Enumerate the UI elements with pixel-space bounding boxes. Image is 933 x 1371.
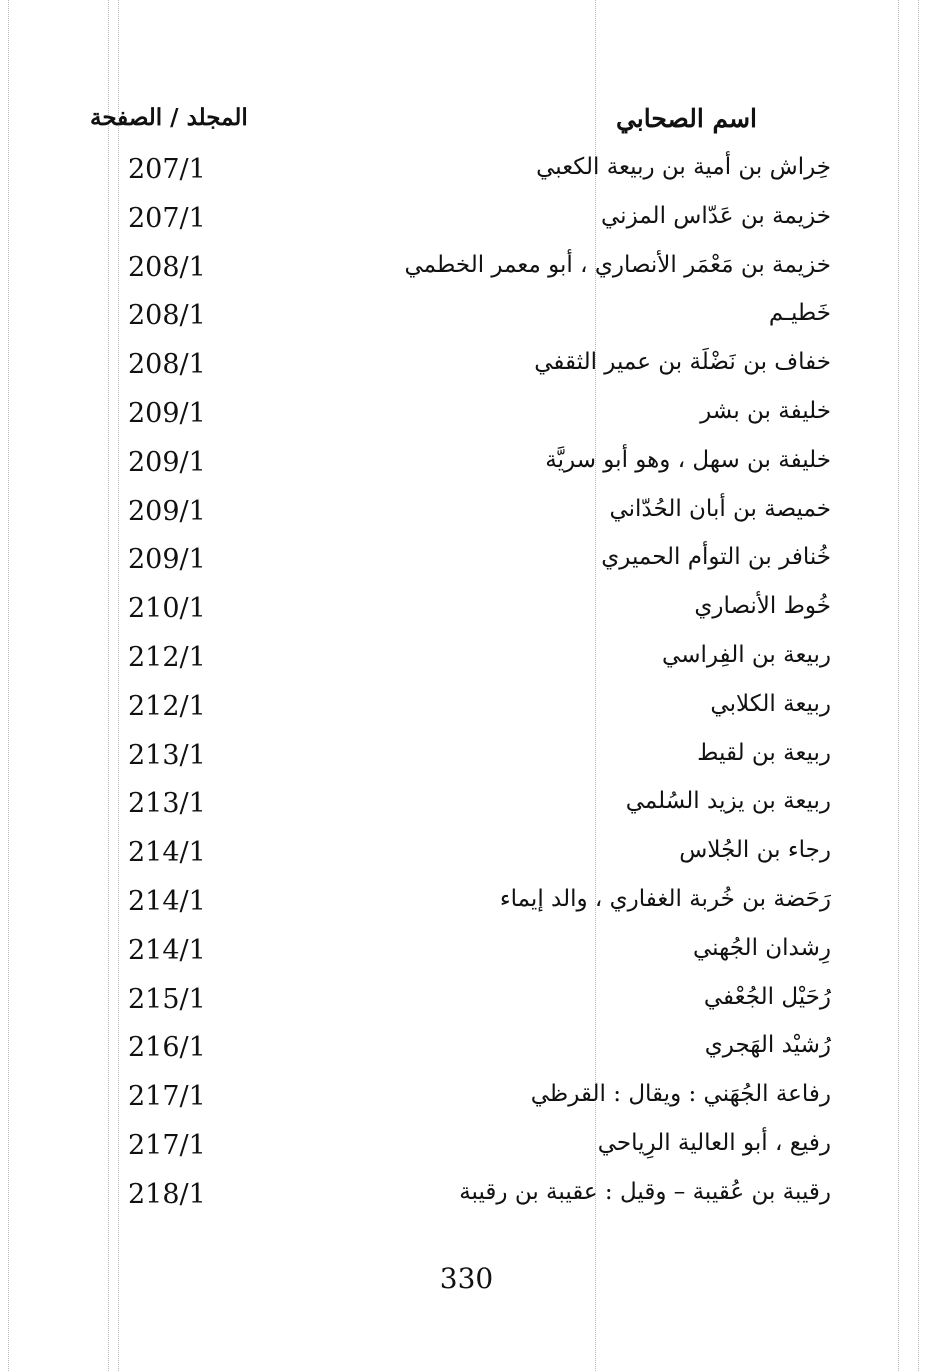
table-header: [0, 104, 933, 144]
list-item: [0, 1077, 933, 1126]
volume-page-reference: 209/1: [128, 446, 206, 478]
companion-name: رجاء بن الجُلاس: [679, 837, 831, 864]
volume-page-reference: 213/1: [128, 788, 206, 820]
companion-name: رُشيْد الهَجري: [704, 1032, 831, 1059]
list-item: [0, 980, 933, 1029]
companion-name: خزيمة بن عَدّاس المزني: [601, 202, 831, 229]
list-item: [0, 1126, 933, 1175]
volume-page-reference: 209/1: [128, 544, 206, 576]
companion-name: رُحَيْل الجُعْفي: [703, 983, 831, 1010]
volume-page-reference: 209/1: [128, 397, 206, 429]
volume-page-reference: 214/1: [128, 934, 206, 966]
list-item: [0, 394, 933, 443]
volume-page-reference: 207/1: [128, 202, 206, 234]
page-number: 330: [439, 1262, 494, 1295]
volume-page-reference: 216/1: [128, 1032, 206, 1064]
companion-name: ربيعة الكلابي: [710, 690, 831, 717]
volume-page-reference: 217/1: [128, 1129, 206, 1161]
companion-name: خِراش بن أمية بن ربيعة الكعبي: [536, 154, 831, 180]
companion-name: خُوط الأنصاري: [694, 593, 831, 620]
list-item: [0, 833, 933, 882]
volume-page-reference: 217/1: [128, 1081, 206, 1113]
companion-name: خزيمة بن مَعْمَر الأنصاري ، أبو معمر الخطمي: [404, 251, 831, 278]
companion-name: خميصة بن أبان الحُدّاني: [609, 495, 831, 522]
companion-name: رفاعة الجُهَني : ويقال : القرظي: [530, 1081, 831, 1108]
companion-name: رَحَضة بن خُربة الغفاري ، والد إيماء: [499, 885, 831, 912]
volume-page-reference: 208/1: [128, 251, 206, 283]
companion-name: رقيبة بن عُقيبة – وقيل : عقيبة بن رقيبة: [459, 1178, 831, 1205]
list-item: [0, 882, 933, 931]
volume-page-reference: 208/1: [128, 349, 206, 381]
volume-page-reference: 213/1: [128, 739, 206, 771]
list-item: [0, 1175, 933, 1224]
companion-name: ربيعة بن يزيد السُلمي: [625, 788, 831, 815]
volume-page-reference: 209/1: [128, 495, 206, 527]
list-item: [0, 540, 933, 589]
list-item: [0, 345, 933, 394]
volume-page-reference: 208/1: [128, 300, 206, 332]
name-column-header: اسم الصحابي: [615, 104, 757, 133]
list-item: [0, 199, 933, 248]
list-item: [0, 736, 933, 785]
list-item: [0, 638, 933, 687]
volume-page-reference: 215/1: [128, 983, 206, 1015]
companion-name: خُنافر بن التوأم الحميري: [601, 544, 831, 571]
list-item: [0, 150, 933, 199]
companion-name: رِشدان الجُهني: [693, 934, 831, 961]
volume-page-reference: 212/1: [128, 690, 206, 722]
list-item: [0, 931, 933, 980]
entries-list: [0, 150, 933, 1224]
volume-page-reference: 218/1: [128, 1178, 206, 1210]
companion-name: ربيعة بن الفِراسي: [662, 641, 831, 668]
volume-page-reference: 214/1: [128, 885, 206, 917]
reference-column-header: المجلد / الصفحة: [90, 104, 248, 131]
volume-page-reference: 214/1: [128, 837, 206, 869]
companion-name: خليفة بن بشر: [700, 397, 831, 424]
companion-name: رفيع ، أبو العالية الرِياحي: [597, 1129, 831, 1156]
list-item: [0, 248, 933, 297]
list-item: [0, 443, 933, 492]
list-item: [0, 492, 933, 541]
volume-page-reference: 212/1: [128, 641, 206, 673]
list-item: [0, 589, 933, 638]
list-item: [0, 687, 933, 736]
list-item: [0, 784, 933, 833]
volume-page-reference: 210/1: [128, 593, 206, 625]
companion-name: خَطيـم: [768, 300, 831, 327]
volume-page-reference: 207/1: [128, 154, 206, 185]
list-item: [0, 1028, 933, 1077]
companion-name: ربيعة بن لقيط: [697, 739, 831, 766]
companion-name: خفاف بن نَضْلَة بن عمير الثقفي: [534, 349, 831, 376]
list-item: [0, 296, 933, 345]
companion-name: خليفة بن سهل ، وهو أبو سريَّة: [545, 446, 831, 473]
